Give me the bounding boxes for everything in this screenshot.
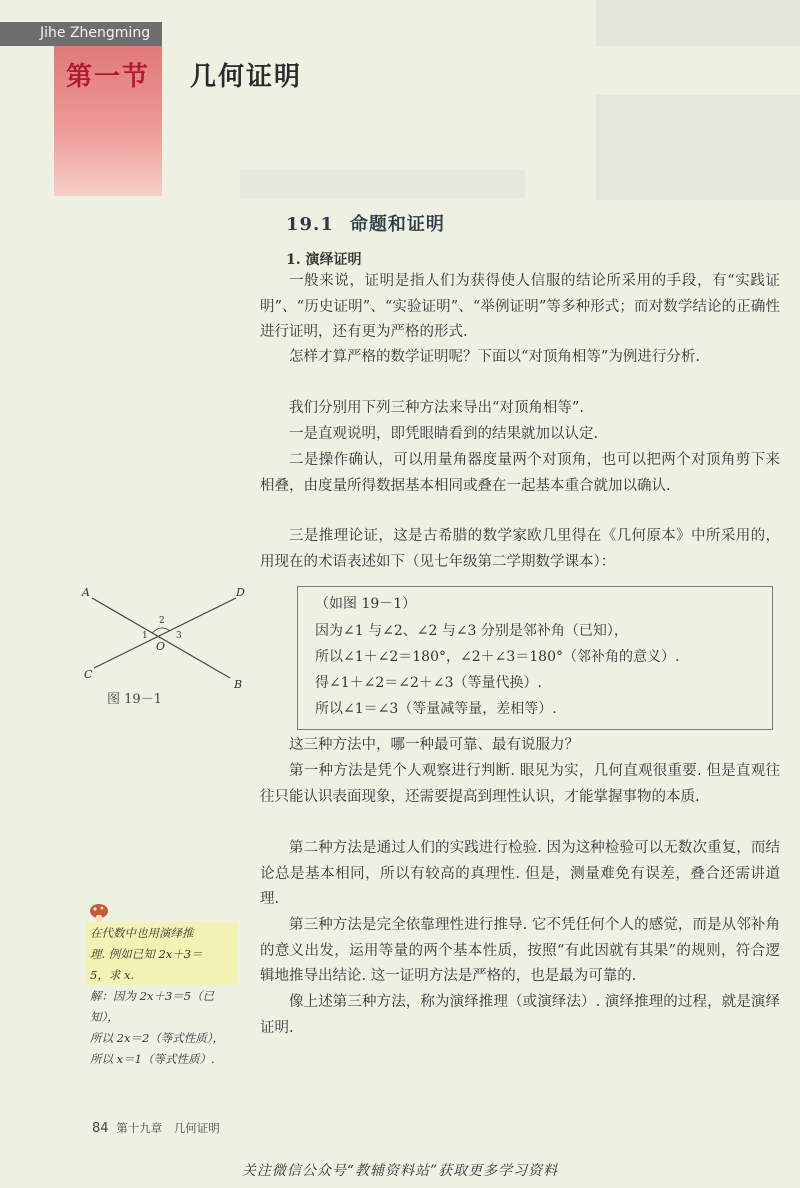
line-cd (94, 598, 236, 668)
label-d: D (236, 586, 245, 599)
side-note-line-6: 所以 2x＝2（等式性质）， (90, 1031, 225, 1045)
paragraph-1: 一般来说，证明是指人们为获得使人信服的结论所采用的手段，有“实践证明”、“历史证明”、“实验证明”、“举例证明”等多种形式；而对数学结论的正确性进行证明，还有更为严格的形式. (260, 273, 780, 340)
label-o: O (156, 640, 166, 653)
paragraph-11: 像上述第三种方法，称为演绎推理（或演绎法）. 演绎推理的过程，就是演绎证明. (260, 994, 780, 1036)
faded-image-top-right (596, 0, 800, 46)
chapter-name: 第十九章 几何证明 (116, 1121, 220, 1135)
side-note-line-7: 所以 x＝1（等式性质）. (90, 1052, 215, 1066)
header-pinyin: Jihe Zhengming (40, 25, 151, 41)
proof-line-3: 所以∠1＋∠2＝180°，∠2＋∠3＝180°（邻补角的意义）. (315, 649, 680, 665)
paragraph-7: 这三种方法中，哪一种最可靠、最有说服力？ (289, 737, 579, 753)
paragraph-8: 第一种方法是凭个人观察进行判断. 眼见为实，几何直观很重要. 但是直观往往只能认识表面现象，还需要提高到理性认识，才能掌握事物的本质. (260, 763, 780, 805)
angle-label-1: 1 (142, 631, 148, 641)
paragraph-5: 二是操作确认，可以用量角器度量两个对顶角，也可以把两个对顶角剪下来相叠，由度量所得数据基本相同或叠在一起基本重合就加以确认. (260, 452, 780, 494)
mushroom-icon (89, 902, 109, 924)
lesson-name: 命题和证明 (349, 214, 445, 235)
figure-intersecting-lines (70, 578, 260, 688)
proof-line-1: （如图 19－1） (315, 596, 417, 612)
side-note-line-1: 在代数中也用演绎推 (90, 926, 194, 940)
label-b: B (234, 678, 243, 688)
label-a: A (82, 586, 90, 599)
watermark-text: 关注微信公众号“教辅资料站”获取更多学习资料 (241, 1163, 559, 1179)
figure-caption: 图 19－1 (107, 692, 162, 707)
proof-box (297, 586, 773, 730)
page-footer (92, 1120, 220, 1136)
side-note-line-3: 5，求 x. (90, 968, 135, 982)
paragraph-3: 我们分别用下列三种方法来导出“对顶角相等”. (289, 400, 584, 416)
faded-banner (240, 170, 525, 198)
angle-label-2: 2 (159, 616, 165, 626)
lesson-heading (286, 210, 445, 236)
lesson-number: 19.1 (286, 214, 334, 235)
page-number: 84 (92, 1121, 109, 1136)
section-label: 第一节 (66, 62, 151, 92)
section-title: 几何证明 (190, 62, 303, 92)
proof-line-5: 所以∠1＝∠3（等量减等量，差相等）. (315, 701, 557, 717)
line-ab (92, 598, 230, 678)
side-note-line-4: 解：因为 2x＋3＝5（已 (90, 989, 215, 1003)
side-note-line-5: 知）， (90, 1010, 119, 1024)
proof-line-4: 得∠1＋∠2＝∠2＋∠3（等量代换）. (315, 675, 543, 691)
proof-line-2: 因为∠1 与∠2、∠2 与∠3 分别是邻补角（已知）， (315, 623, 628, 639)
side-note-line-2: 理. 例如已知 2x＋3＝ (90, 947, 203, 961)
paragraph-10: 第三种方法是完全依靠理性进行推导. 它不凭任何个人的感觉，而是从邻补角的意义出发，运用等量的两个基本性质，按照“有此因就有其果”的规则，符合逻辑地推导出结论. 这一证明方法是严格的，也是最为可靠的. (260, 917, 780, 984)
paragraph-2: 怎样才算严格的数学证明呢？下面以“对顶角相等”为例进行分析. (289, 349, 700, 365)
paragraph-4: 一是直观说明，即凭眼睛看到的结果就加以认定. (289, 426, 599, 442)
subsection-heading: 1. 演绎证明 (286, 252, 362, 268)
label-c: C (84, 668, 93, 681)
paragraph-6: 三是推理论证，这是古希腊的数学家欧几里得在《几何原本》中所采用的，用现在的术语表述如下（见七年级第二学期数学课本）： (260, 528, 780, 570)
faded-image-right (596, 95, 800, 200)
angle-label-3: 3 (176, 631, 182, 641)
paragraph-9: 第二种方法是通过人们的实践进行检验. 因为这种检验可以无数次重复，而结论总是基本相同，所以有较高的真理性. 但是，测量难免有误差，叠合还需讲道理. (260, 840, 780, 907)
